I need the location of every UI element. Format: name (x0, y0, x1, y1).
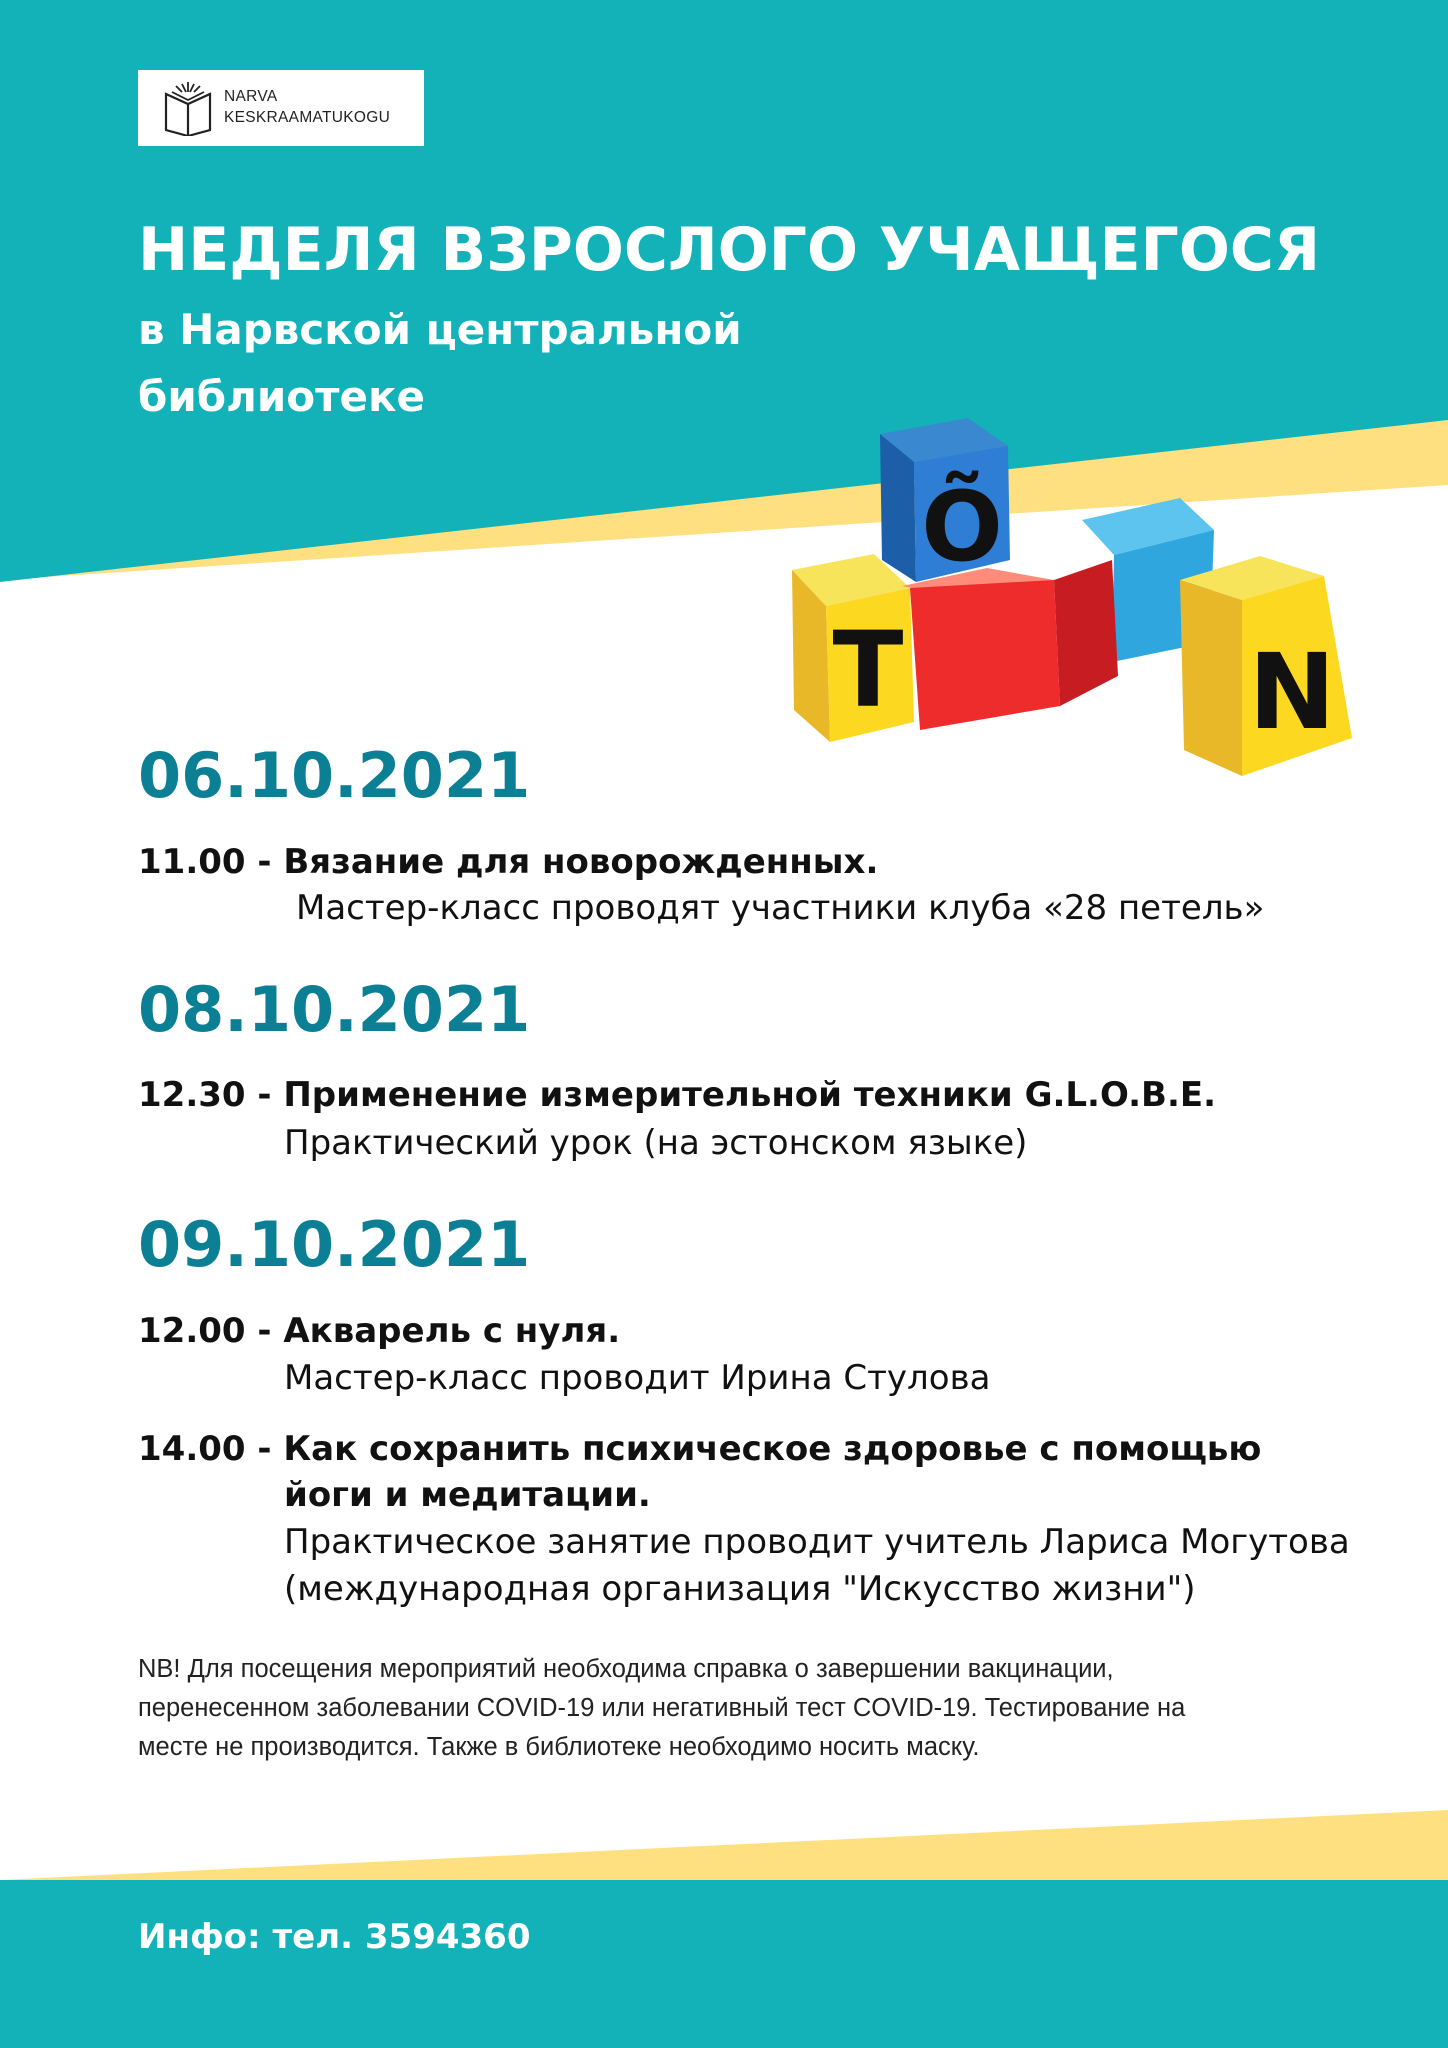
event-title: 11.00 - Вязание для новорожденных. (138, 842, 879, 882)
yellow-stripe-bottom (0, 1810, 1448, 1880)
event-description: Практическое занятие проводит учитель Лариса Могутова (284, 1522, 1350, 1562)
event-title: 12.30 - Применение измерительной техники G.L.O.B.E. (138, 1075, 1217, 1115)
svg-text:Õ: Õ (921, 471, 1003, 583)
library-logo[interactable] (138, 70, 424, 146)
event-title: 14.00 - Как сохранить психическое здоровье с помощью (138, 1429, 1262, 1469)
teal-footer-band (0, 1880, 1448, 2048)
book-icon (162, 80, 214, 136)
event-title-continued: йоги и медитации. (284, 1475, 651, 1515)
notice-line-1: NB! Для посещения мероприятий необходима справка о завершении вакцинации, (138, 1655, 1114, 1683)
svg-text:N: N (1248, 631, 1336, 753)
date-heading: 09.10.2021 (138, 1208, 531, 1281)
subtitle-line-1: в Нарвской центральной (138, 305, 742, 354)
event-description: Мастер-класс проводят участники клуба «28 петель» (296, 888, 1265, 928)
logo-text (224, 86, 390, 128)
page-subtitle (138, 296, 742, 430)
logo-line-1: NARVA (224, 88, 278, 105)
logo-line-2: KESKRAAMATUKOGU (224, 109, 391, 126)
event-title: 12.00 - Акварель с нуля. (138, 1311, 621, 1351)
notice-line-3: месте не производится. Также в библиотеке необходимо носить маску. (138, 1733, 980, 1761)
event-description: Практический урок (на эстонском языке) (284, 1123, 1028, 1163)
event-description: Мастер-класс проводит Ирина Стулова (284, 1358, 991, 1398)
letter-cubes-icon (782, 410, 1358, 786)
event-description: (международная организация "Искусство жизни") (284, 1569, 1196, 1609)
contact-info: Инфо: тел. 3594360 (138, 1917, 531, 1957)
date-heading: 08.10.2021 (138, 973, 531, 1046)
notice-line-2: перенесенном заболевании COVID-19 или негативный тест COVID-19. Тестирование на (138, 1694, 1186, 1722)
subtitle-line-2: библиотеке (138, 372, 425, 421)
page-title: НЕДЕЛЯ ВЗРОСЛОГО УЧАЩЕГОСЯ (138, 215, 1321, 285)
date-heading: 06.10.2021 (138, 739, 531, 812)
svg-text:T: T (832, 609, 904, 731)
covid-notice (138, 1650, 1185, 1767)
